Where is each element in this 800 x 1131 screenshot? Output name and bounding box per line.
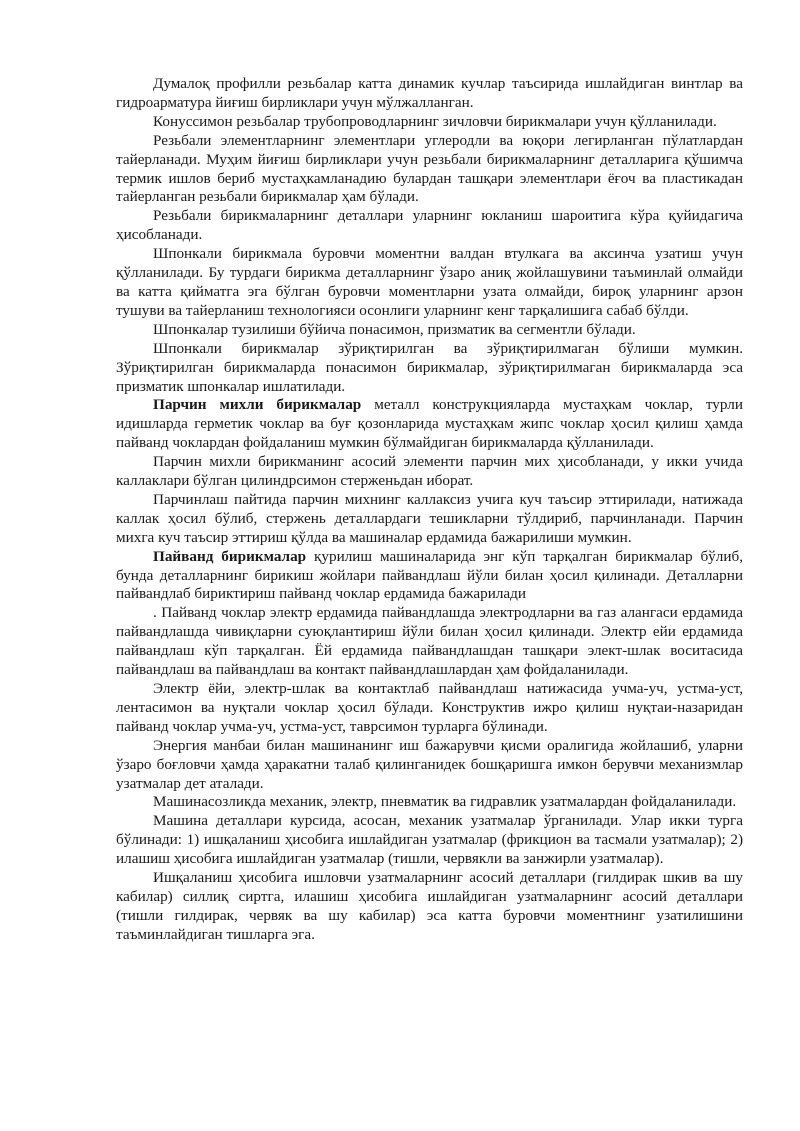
paragraph-thread-calculation [116, 207, 743, 245]
paragraph-text: Машинасозликда механик, электр, пневматик ва гидравлик узатмалардан фойдаланилади. [153, 793, 737, 811]
paragraph-mechanical-transmissions [116, 812, 743, 869]
paragraph-key-tension [116, 340, 743, 397]
paragraph-text: Шпонкали бирикмалар зўриқтирилган ва зўриқтирилмаган бўлиши мумкин. Зўриқтирилган бирикмаларда понасимон бирикмалар, зўриқтирилмаган бирикмаларда эса призматик шпонкалар ишлатилади. [116, 339, 743, 395]
paragraph-text: Энергия манбаи билан машинанинг иш бажарувчи қисми оралигида жойлашиб, уларни ўзаро боғловчи ҳамда ҳаракатни талаб қилинганидек бошқаришга имкон берувчи механизмлар узатмалар дет аталади. [116, 736, 743, 792]
paragraph-weld-seams [116, 604, 743, 680]
paragraph-key-types [116, 321, 743, 340]
paragraph-text: Машина деталлари курсида, асосан, механик узатмалар ўрганилади. Улар икки турга бўлинади: 1) ишқаланиш ҳисобига ишлайдиган узатмалар (фрикцион ва тасмали узатмалар); 2) илашиш ҳисобига ишлайдиган узатмалар (тишли, червякли ва занжирли узатмалар). [116, 812, 743, 868]
paragraph-text: Резьбали бирикмаларнинг деталлари уларнинг юкланиш шароитига кўра қуйидагича ҳисобланади. [116, 207, 743, 244]
paragraph-transmission-kinds [116, 793, 743, 812]
paragraph-text: Парчин михли бирикманинг асосий элементи парчин мих ҳисобланади, у икки учида каллаклари бўлган цилиндрсимон стерженьдан иборат. [116, 453, 743, 490]
paragraph-round-threads [116, 75, 743, 113]
paragraph-key-joints [116, 245, 743, 321]
paragraph-text: Ишқаланиш ҳисобига ишловчи узатмаларнинг асосий деталлари (гилдирак шкив ва шу кабилар) силлиқ сиртга, илашиш ҳисобига ишлайдиган узатмаларнинг асосий деталлари (тишли гилдирак, червяк ва шу кабилар) эса катта буровчи моментнинг узатилишини таъминлайдиган тишларга эга. [116, 869, 743, 943]
term-rivet-joints: Парчин михли бирикмалар [153, 396, 362, 414]
paragraph-riveting [116, 491, 743, 548]
paragraph-thread-materials [116, 132, 743, 208]
paragraph-seam-types [116, 680, 743, 737]
paragraph-text: металл конструкцияларда мустаҳкам чоклар, турли идишларда герметик чоклар ва буғ қозонларида мустаҳкам жипс чоклар ҳосил қилиш ҳамда пайванд чоклардан фойдаланиш мумкин бўлмайдиган бирикмаларда қўлланилади. [116, 396, 743, 452]
paragraph-text: қурилиш машиналарида энг кўп тарқалган бирикмалар бўлиб, бунда деталларнинг бирикиш жойлари пайвандлаш йўли билан ҳосил қилинади. Деталларни пайвандлаб бириктириш пайванд чоклар ердамида бажарилади [116, 547, 743, 603]
paragraph-conical-threads [116, 113, 743, 132]
paragraph-text: Шпонкалар тузилиши бўйича понасимон, призматик ва сегментли бўлади. [153, 320, 636, 338]
paragraph-transmissions [116, 737, 743, 794]
paragraph-text: Электр ёйи, электр-шлак ва контактлаб пайвандлаш натижасида учма-уч, устма-уст, лентасимон ва нуқтали чоклар ҳосил бўлади. Конструктив ижро қилиш нуқтаи-назаридан пайванд чоклар учма-уч, устма-уст, таврсимон турларга бўлинади. [116, 680, 743, 735]
paragraph-text: Резьбали элементларнинг элементлари углеродли ва юқори легирланган пўлатлардан тайерланади. Муҳим йиғиш бирликлари учун резьбали бирикмаларнинг деталларига қўшимча термик ишлов бериб мустаҳкамланадию булардан ташқари элементлари ёғоч ва пластикадан тайерланган резьбали бирикмалар ҳам бўлади. [116, 131, 743, 206]
paragraph-text: Конуссимон резьбалар трубопроводларнинг зичловчи бирикмалари учун қўлланилади. [153, 112, 717, 130]
paragraph-text: . Пайванд чоклар электр ердамида пайвандлашда электродларни ва газ алангаси ердамида пайвандлашда чивиқларни суюқлантириш йўли билан ҳосил қилинади. Электр ейи ердамида пайвандлаш кўп тарқалган. Ёй ердамида пайвандлашдан ташқари элект-шлак воситасида пайвандлаш ва пайвандлаш ва контакт пайвандлашлардан ҳам фойдаланилади. [116, 604, 743, 679]
term-weld-joints: Пайванд бирикмалар [153, 547, 307, 565]
paragraph-text: Думалоқ профилли резьбалар катта динамик кучлар таъсирида ишлайдиган винтлар ва гидроарматура йиғиш бирликлари учун мўлжалланган. [116, 75, 743, 111]
paragraph-weld-joints [116, 548, 743, 605]
paragraph-text: Парчинлаш пайтида парчин михнинг каллаксиз учига куч таъсир эттирилади, натижада каллак ҳосил бўлиб, стержень деталлардаги тешикларни тўлдириб, парчинланади. Парчин михга куч таъсир эттириш қўлда ва машиналар ердамида бажарилиши мумкин. [116, 490, 743, 546]
paragraph-rivet-element [116, 453, 743, 491]
document-page [116, 75, 743, 945]
paragraph-text: Шпонкали бирикмала буровчи моментни валдан втулкага ва аксинча узатиш учун қўлланилади. Бу турдаги бирикма деталларнинг ўзаро аниқ жойлашувини таъминлай олмайди ва катта қийматга эга бўлган буровчи моментларни узата олмайди, бироқ уларнинг арзон тушуви ва тайерланиш технологияси осонлиги уларнинг кенг тарқалишига сабаб бўлди. [116, 245, 743, 319]
paragraph-transmission-parts [116, 869, 743, 945]
paragraph-rivet-joints [116, 396, 743, 453]
